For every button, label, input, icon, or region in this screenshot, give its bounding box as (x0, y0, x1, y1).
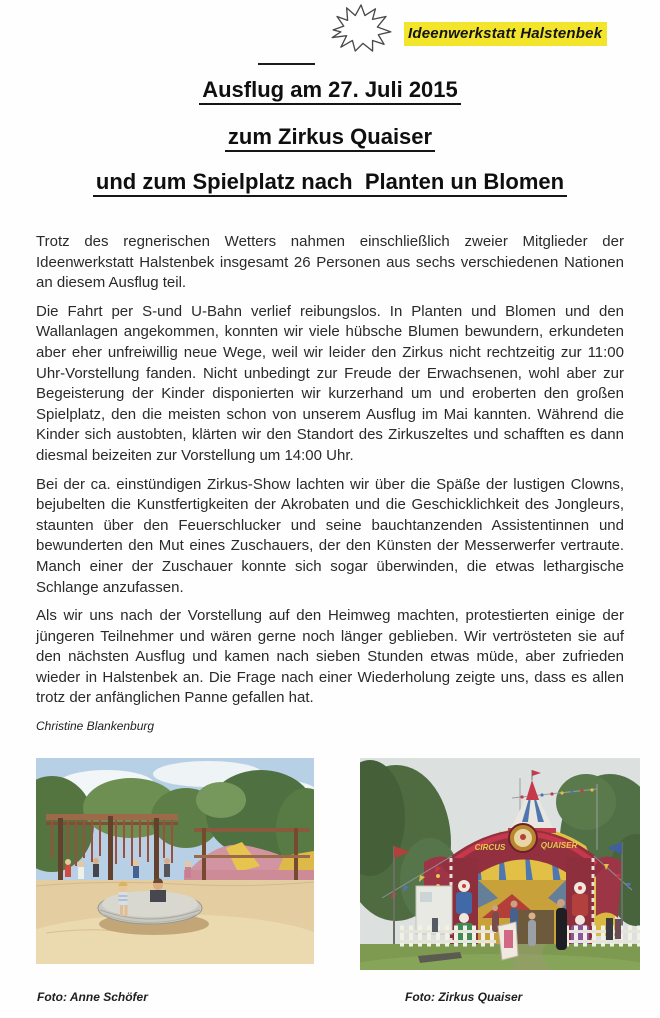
heading-destination-circus: zum Zirkus Quaiser (0, 123, 660, 151)
photo-caption-right: Foto: Zirkus Quaiser (405, 990, 523, 1004)
starburst-icon (331, 4, 393, 52)
heading-destination-playground: und zum Spielplatz nach Planten un Blomen (0, 168, 660, 196)
heading-date: Ausflug am 27. Juli 2015 (0, 76, 660, 104)
article-body (36, 232, 624, 709)
short-rule-artifact (258, 63, 315, 65)
paragraph-2: Die Fahrt per S-und U-Bahn verlief reibungslos. In Planten und Blomen und den Wallanlagen angekommen, konnten wir viele hübsche Blumen bewundern, erkundeten aber eher unfreiwillig neue Wege, weil wir leider den Zirkus nicht rechtzeitig zur 11:00 Uhr-Vorstellung fanden. Nicht unbedingt zur Freude der Erwachsenen, wohl aber zur Begeisterung der Kinder disponierten wir kurzerhand um und eroberten den großen Spielplatz, den die meisten schon von unserem Ausflug im Mai kannten. Während die Kinder sich austobten, klärten wir den Standort des Zirkuszeltes und schafften es dann diesmal beizeiten zur Vorstellung um 14:00 Uhr. (36, 302, 624, 464)
circus-tent-photo (360, 758, 640, 970)
circus-sign-left: CIRCUS (474, 843, 506, 852)
circus-sign-right: QUAISER (540, 841, 578, 850)
paragraph-1: Trotz des regnerischen Wetters nahmen einschließlich zweier Mitglieder der Ideenwerkstatt Halstenbek insgesamt 26 Personen aus sechs verschiedenen Nationen an diesem Ausflug teil. (36, 233, 624, 292)
author-byline: Christine Blankenburg (36, 719, 155, 734)
paragraph-4: Als wir uns nach der Vorstellung auf den Heimweg machten, protestierten einige der jüngeren Teilnehmer und wären gerne noch länger geblieben. Wir vertrösteten sie auf den nächsten Ausflug und kamen nach sieben Stunden etwas müde, aber zufrieden wieder in Halstenbek an. Die Frage nach einer Wiederholung zeigte uns, dass es allen trotz der anfänglichen Panne gefallen hat. (36, 607, 624, 707)
photo-caption-left: Foto: Anne Schöfer (37, 990, 148, 1004)
paragraph-3: Bei der ca. einstündigen Zirkus-Show lachten wir über die Späße der lustigen Clowns, bejubelten die Kunstfertigkeiten der Akrobaten und die Geschicklichkeit des Jongleurs, staunten über den Feuerschlucker und seine bauchtanzenden Assistentinnen und bewunderten den Mut eines Zuschauers, der den Künsten der Messerwerfer vertraute. Manch einer der Zuschauer konnte sich sogar überwinden, die etwas lethargische Schlange anzufassen. (36, 475, 624, 596)
org-name-highlight: Ideenwerkstatt Halstenbek (404, 22, 607, 46)
photo-row (36, 758, 640, 970)
playground-photo (36, 758, 314, 964)
